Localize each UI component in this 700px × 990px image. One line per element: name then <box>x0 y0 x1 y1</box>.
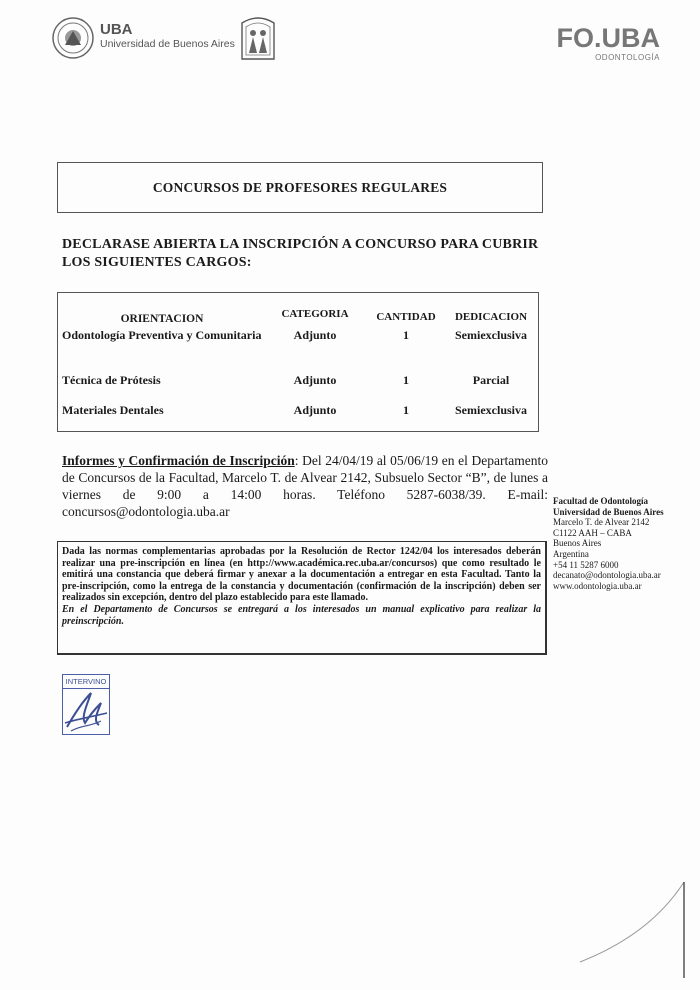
intervino-stamp <box>62 674 110 735</box>
info-label: Informes y Confirmación de Inscripción <box>62 453 295 468</box>
notice-box <box>57 541 547 655</box>
row-2-orientacion: Técnica de Prótesis <box>62 373 161 387</box>
row-3-dedicacion: Semiexclusiva <box>455 403 527 417</box>
uba-full-name: Universidad de Buenos Aires <box>100 38 235 50</box>
faculty-logo <box>557 24 661 63</box>
row-1-dedicacion: Semiexclusiva <box>455 328 527 342</box>
notice-italic-text: En el Departamento de Concursos se entregará a los interesados un manual explicativo para realizar la preinscripción. <box>62 603 541 627</box>
notice-text: Dada las normas complementarias aprobadas por la Resolución de Rector 1242/04 los interesados deberán realizar una pre-inscripción en línea (en http://www.académica.rec.uba.ar/concursos) que como resultado le emitirá una constancia que deberá firmar y anexar a la documentación a entregar en esta Facultad. Tanto la pre-inscripción, como la entrega de la constancia y documentación (confirmación de la inscripción) deben ser realizados sin excepción, dentro del plazo establecido para este llamado. <box>62 546 541 604</box>
title-box <box>57 162 543 213</box>
row-3-orientacion: Materiales Dentales <box>62 403 164 417</box>
faculty-crest-icon <box>238 15 278 65</box>
address-phone: +54 11 5287 6000 <box>553 559 619 570</box>
address-city: Buenos Aires <box>553 538 602 549</box>
university-seal-icon <box>52 17 94 59</box>
address-email: decanato@odontologia.uba.ar <box>553 570 661 581</box>
page-title: CONCURSOS DE PROFESORES REGULARES <box>152 179 448 195</box>
info-text: : Del 24/04/19 al 05/06/19 en el Departamento de Concursos de la Facultad, Marcelo T. de Alvear 2142, Subsuelo Sector “B”, de lunes a viernes de 9:00 a 14:00 horas. Teléfono 5287-6038/39. E-mail: concursos@odontologia.uba.ar <box>62 453 548 519</box>
uba-name: UBA <box>100 21 133 38</box>
row-3-cantidad: 1 <box>403 403 409 417</box>
page-fold-mark <box>576 880 686 980</box>
row-1-cantidad: 1 <box>403 328 409 342</box>
header-categoria: CATEGORIA <box>281 308 349 320</box>
row-1-categoria: Adjunto <box>293 328 337 342</box>
row-2-dedicacion: Parcial <box>472 373 510 387</box>
row-2-categoria: Adjunto <box>293 373 337 387</box>
faculty-logo-name: FO.UBA <box>556 23 660 53</box>
row-1-orientacion: Odontología Preventiva y Comunitaria <box>62 328 262 342</box>
declaration-heading: DECLARASE ABIERTA LA INSCRIPCIÓN A CONCURSO PARA CUBRIR LOS SIGUIENTES CARGOS: <box>62 237 539 270</box>
address-street: Marcelo T. de Alvear 2142 <box>553 517 650 528</box>
uba-brand <box>100 22 235 50</box>
info-paragraph <box>62 452 548 520</box>
address-university: Universidad de Buenos Aires <box>553 506 664 517</box>
row-3-categoria: Adjunto <box>293 403 337 417</box>
row-2-cantidad: 1 <box>403 373 409 387</box>
address-postal: C1122 AAH – CABA <box>553 527 632 538</box>
header-orientacion: ORIENTACION <box>120 313 204 325</box>
faculty-logo-sub: ODONTOLOGÍA <box>595 53 660 62</box>
stamp-label: INTERVINO <box>63 675 109 689</box>
faculty-address <box>553 496 693 591</box>
address-web: www.odontologia.uba.ar <box>553 580 642 591</box>
header-cantidad: CANTIDAD <box>376 311 436 323</box>
signature-icon <box>61 683 113 739</box>
address-country: Argentina <box>553 548 589 559</box>
header-dedicacion: DEDICACION <box>454 311 528 323</box>
address-faculty: Facultad de Odontología <box>553 496 649 506</box>
